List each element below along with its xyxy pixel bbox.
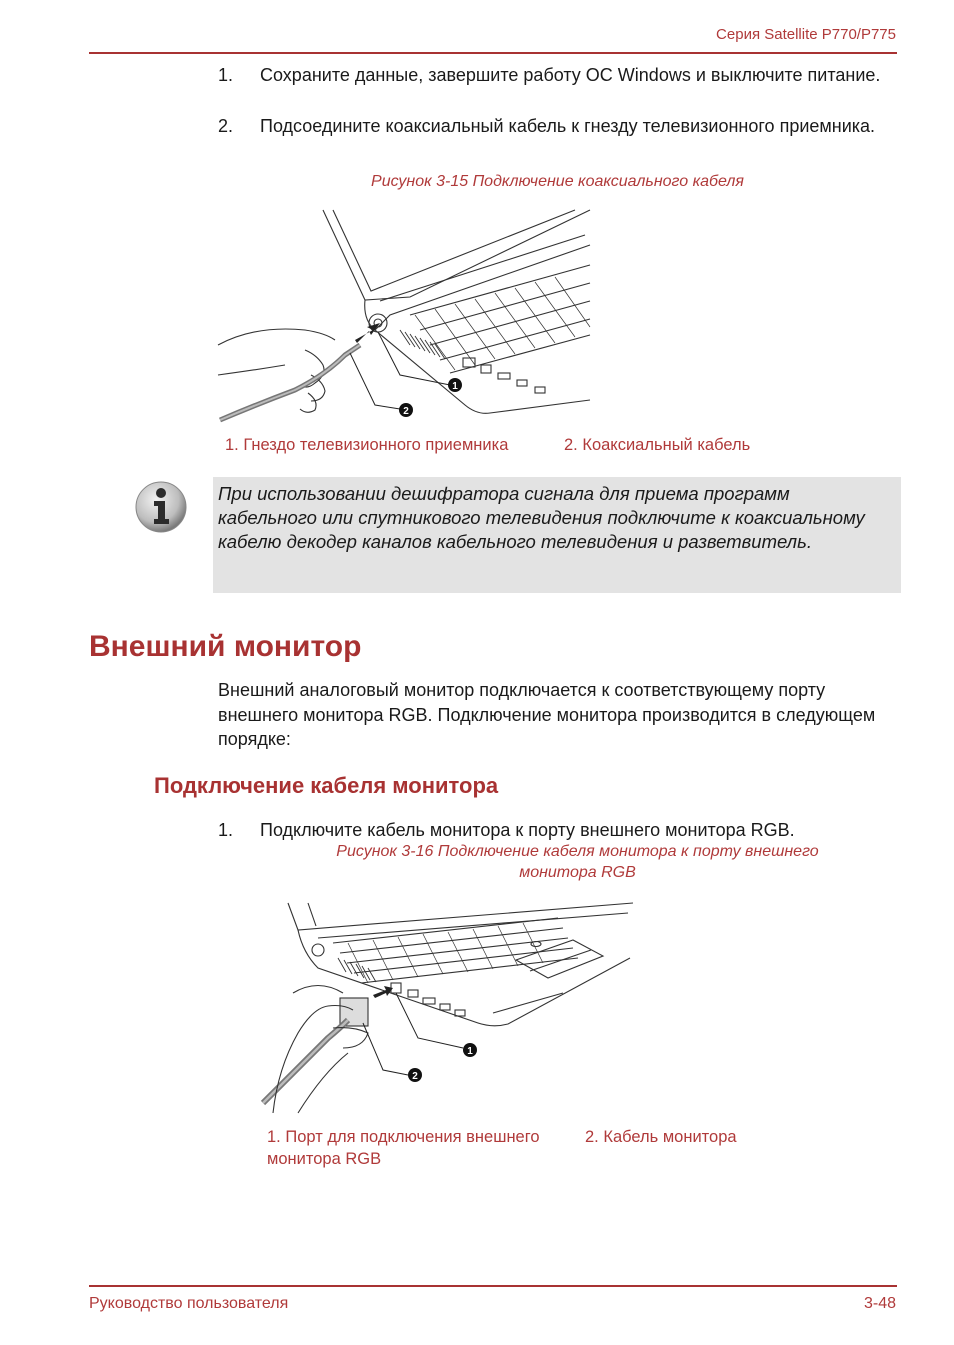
step-number: 1. [218,65,234,85]
callout-2-label: 2 [403,406,409,417]
coaxial-connection-illustration [215,205,595,425]
callout-1-label: 1 [467,1046,473,1057]
section-intro: Внешний аналоговый монитор подключается к соответствующему порту внешнего монитора RGB. Подключение монитора производится в следующем порядке: [218,680,876,749]
figure-caption-line: монитора RGB [519,864,636,881]
figure-legend-item: 1. Порт для подключения внешнего [267,1128,540,1146]
step-text: Сохраните данные, завершите работу ОС Windows и выключите питание. [260,65,881,85]
section-title: Внешний монитор [89,630,362,663]
footer-divider [89,1285,897,1287]
monitor-cable-illustration [258,898,638,1118]
figure-caption-line: Рисунок 3-16 Подключение кабеля монитора к порту внешнего [336,843,819,860]
info-icon [134,480,188,534]
figure-caption: Рисунок 3-15 Подключение коаксиального кабеля [371,173,744,190]
figure-legend-item: 2. Коаксиальный кабель [564,436,751,454]
footer-guide-title: Руководство пользователя [89,1295,289,1312]
note-text: При использовании дешифратора сигнала для приема программ кабельного или спутникового телевидения подключите к коаксиальному кабелю декодер каналов кабельного телевидения и разветвитель. [218,483,865,552]
header-series-title: Серия Satellite P770/P775 [716,26,896,43]
figure-legend-item: 2. Кабель монитора [585,1128,737,1146]
step-text: Подключите кабель монитора к порту внешнего монитора RGB. [260,820,795,840]
page-number: 3-48 [863,1295,896,1312]
callout-2-label: 2 [412,1071,418,1082]
subsection-title: Подключение кабеля монитора [154,773,499,798]
figure-legend-item: 1. Гнездо телевизионного приемника [225,436,509,454]
header-divider [89,52,897,54]
callout-1-label: 1 [452,381,458,392]
figure-legend-item-continued: монитора RGB [267,1150,382,1168]
step-text: Подсоедините коаксиальный кабель к гнезду телевизионного приемника. [260,116,876,136]
step-number: 2. [218,116,234,136]
step-number: 1. [218,820,234,840]
